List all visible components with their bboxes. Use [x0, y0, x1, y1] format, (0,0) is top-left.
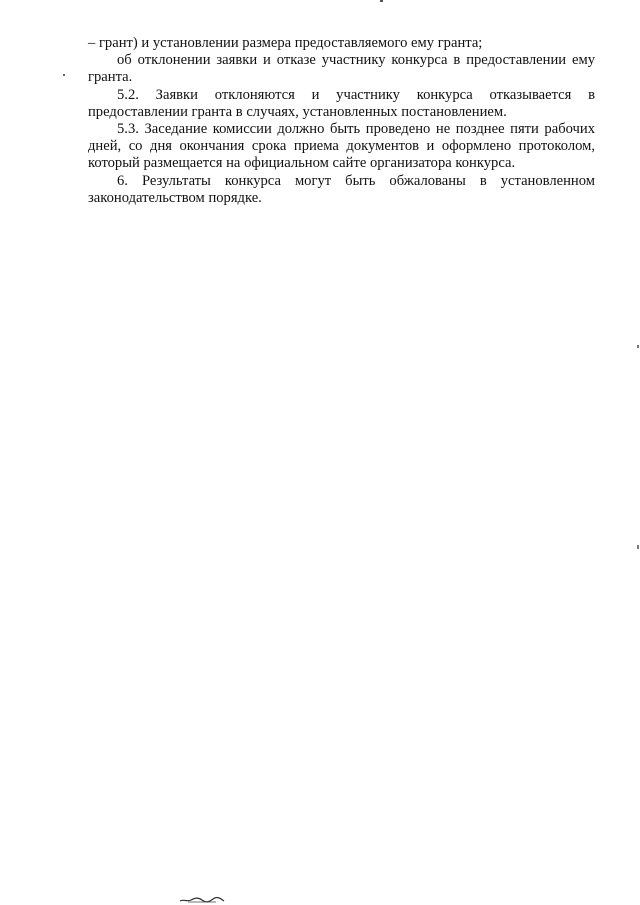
scan-artifact [380, 0, 383, 2]
scan-artifact [637, 345, 639, 348]
scan-artifact [63, 74, 65, 76]
scan-artifact [637, 545, 639, 549]
paragraph-5-2: 5.2. Заявки отклоняются и участнику конкурса отказывается в предоставлении гранта в случаях, установленных постановлением. [88, 86, 595, 120]
paragraph-continuation: – грант) и установлении размера предоставляемого ему гранта; [88, 35, 483, 51]
paragraph-5-3: 5.3. Заседание комиссии должно быть проведено не позднее пяти рабочих дней, со дня окончания срока приема документов и оформлено протоколом, который размещается на официальном сайте организатора конкурса. [88, 121, 595, 172]
signature-mark [178, 893, 226, 905]
paragraph-rejection-decision: об отклонении заявки и отказе участнику конкурса в предоставлении ему гранта. [88, 52, 595, 86]
paragraph-6: 6. Результаты конкурса могут быть обжалованы в установленном законодательством порядке. [88, 172, 595, 206]
document-body [88, 35, 595, 207]
